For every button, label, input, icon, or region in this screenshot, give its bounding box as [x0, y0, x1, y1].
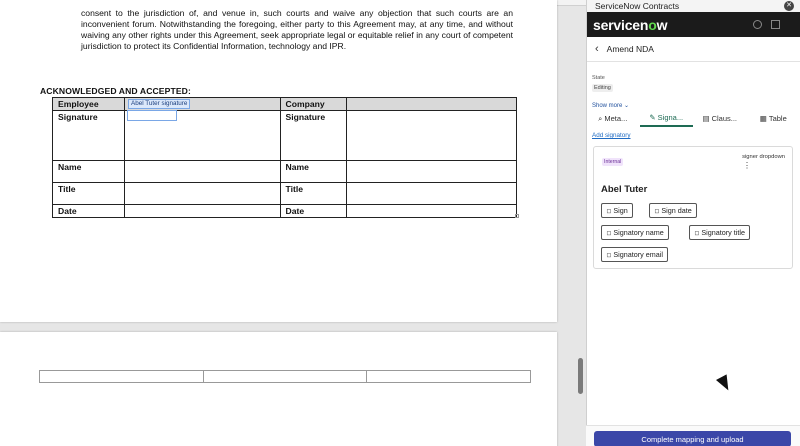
document-page-2 [0, 332, 557, 446]
panel-title: ServiceNow Contracts [595, 1, 680, 11]
row-label-name: Name [53, 161, 125, 183]
clause-icon: ▤ [702, 114, 710, 123]
signer-dropdown[interactable]: signer dropdown [742, 154, 785, 160]
chip-label: Sign [613, 206, 628, 215]
row-label-date: Date [53, 205, 125, 218]
field-chip-signatory-email[interactable] [601, 247, 668, 262]
more-options-icon[interactable]: ⋮ [743, 161, 751, 170]
pen-icon: ✎ [649, 113, 656, 122]
chip-label: Signatory title [701, 228, 745, 237]
field-chip-sign-date[interactable] [649, 203, 697, 218]
tag-icon: ◇ [692, 228, 702, 238]
employee-name-cell[interactable] [124, 161, 280, 183]
tab-tag[interactable] [586, 110, 640, 127]
tab-clause[interactable] [693, 110, 747, 127]
state-value: Editing [594, 85, 611, 91]
employee-date-cell[interactable] [124, 205, 280, 218]
chip-label: Signatory name [613, 228, 664, 237]
chip-label: Signatory email [613, 250, 663, 259]
help-icon[interactable] [753, 20, 762, 29]
row-label-title: Title [53, 183, 125, 205]
ack-heading: ACKNOWLEDGED AND ACCEPTED: [40, 86, 191, 96]
vertical-scrollbar[interactable] [578, 358, 583, 394]
state-label: State [592, 75, 605, 81]
signature-field-chip[interactable]: Abel Tuter signature [128, 99, 190, 109]
tag-icon: ◇ [652, 206, 662, 216]
header-company-value [347, 98, 517, 111]
row-label-name-company: Name [280, 161, 347, 183]
tab-label: Signa... [657, 113, 684, 122]
page2-table-cell[interactable] [204, 371, 368, 382]
panel-footer [586, 425, 800, 446]
close-icon[interactable]: ✕ [784, 1, 794, 11]
brand-bar [587, 12, 800, 37]
popout-icon[interactable] [771, 20, 780, 29]
tag-icon: ◇ [604, 228, 614, 238]
record-title: Amend NDA [606, 44, 654, 54]
tag-icon: ⌕ [598, 113, 603, 123]
add-signatory-link[interactable]: Add signatory [592, 132, 631, 139]
signature-field-box[interactable] [127, 110, 177, 121]
signature-table [52, 97, 517, 218]
tag-icon: ◇ [604, 206, 614, 216]
row-label-signature-company: Signature [280, 111, 347, 161]
tab-label: Meta... [604, 114, 628, 123]
body-paragraph: consent to the jurisdiction of, and venue in, such courts and waive any objection that such courts are an inconvenient forum. Notwithstanding the foregoing, either party to this Agreement may, at any time, and without waiving any other rights under this Agreement, seek appropriate legal or equitable relief in any court of competent jurisdiction to protect its Confidential Information, technology and IPR. [81, 8, 513, 51]
company-signature-cell[interactable] [347, 111, 517, 161]
complete-mapping-button[interactable]: Complete mapping and upload [594, 431, 791, 446]
chevron-left-icon[interactable]: ‹ [595, 43, 599, 55]
tab-pen[interactable] [640, 110, 694, 127]
panel-tabs [586, 110, 800, 127]
header-company: Company [280, 98, 347, 111]
show-more-link[interactable]: Show more ⌄ [592, 103, 630, 109]
company-name-cell[interactable] [347, 161, 517, 183]
tab-label: Claus... [711, 114, 738, 123]
employee-title-cell[interactable] [124, 183, 280, 205]
signatory-name: Abel Tuter [601, 184, 648, 195]
page2-table [39, 370, 531, 383]
signatory-card [593, 146, 793, 269]
field-chip-signatory-name[interactable] [601, 225, 669, 240]
company-date-cell[interactable] [347, 205, 517, 218]
panel-titlebar [587, 0, 800, 12]
tab-label: Table [768, 114, 787, 123]
table-icon: ▦ [759, 114, 767, 123]
tag-icon: ◇ [604, 250, 614, 260]
servicenow-logo: servicenow [593, 16, 668, 33]
company-title-cell[interactable] [347, 183, 517, 205]
internal-badge: Internal [604, 159, 622, 165]
row-label-signature: Signature [53, 111, 125, 161]
row-label-title-company: Title [280, 183, 347, 205]
field-chip-sign[interactable] [601, 203, 633, 218]
row-label-date-company: Date [280, 205, 347, 218]
tab-table[interactable] [747, 110, 800, 127]
table-resize-handle[interactable] [515, 214, 519, 218]
header-employee: Employee [53, 98, 125, 111]
page2-table-cell[interactable] [40, 371, 204, 382]
back-row[interactable] [587, 37, 800, 62]
page2-table-cell[interactable] [367, 371, 530, 382]
field-chip-signatory-title[interactable] [689, 225, 750, 240]
chip-label: Sign date [661, 206, 692, 215]
